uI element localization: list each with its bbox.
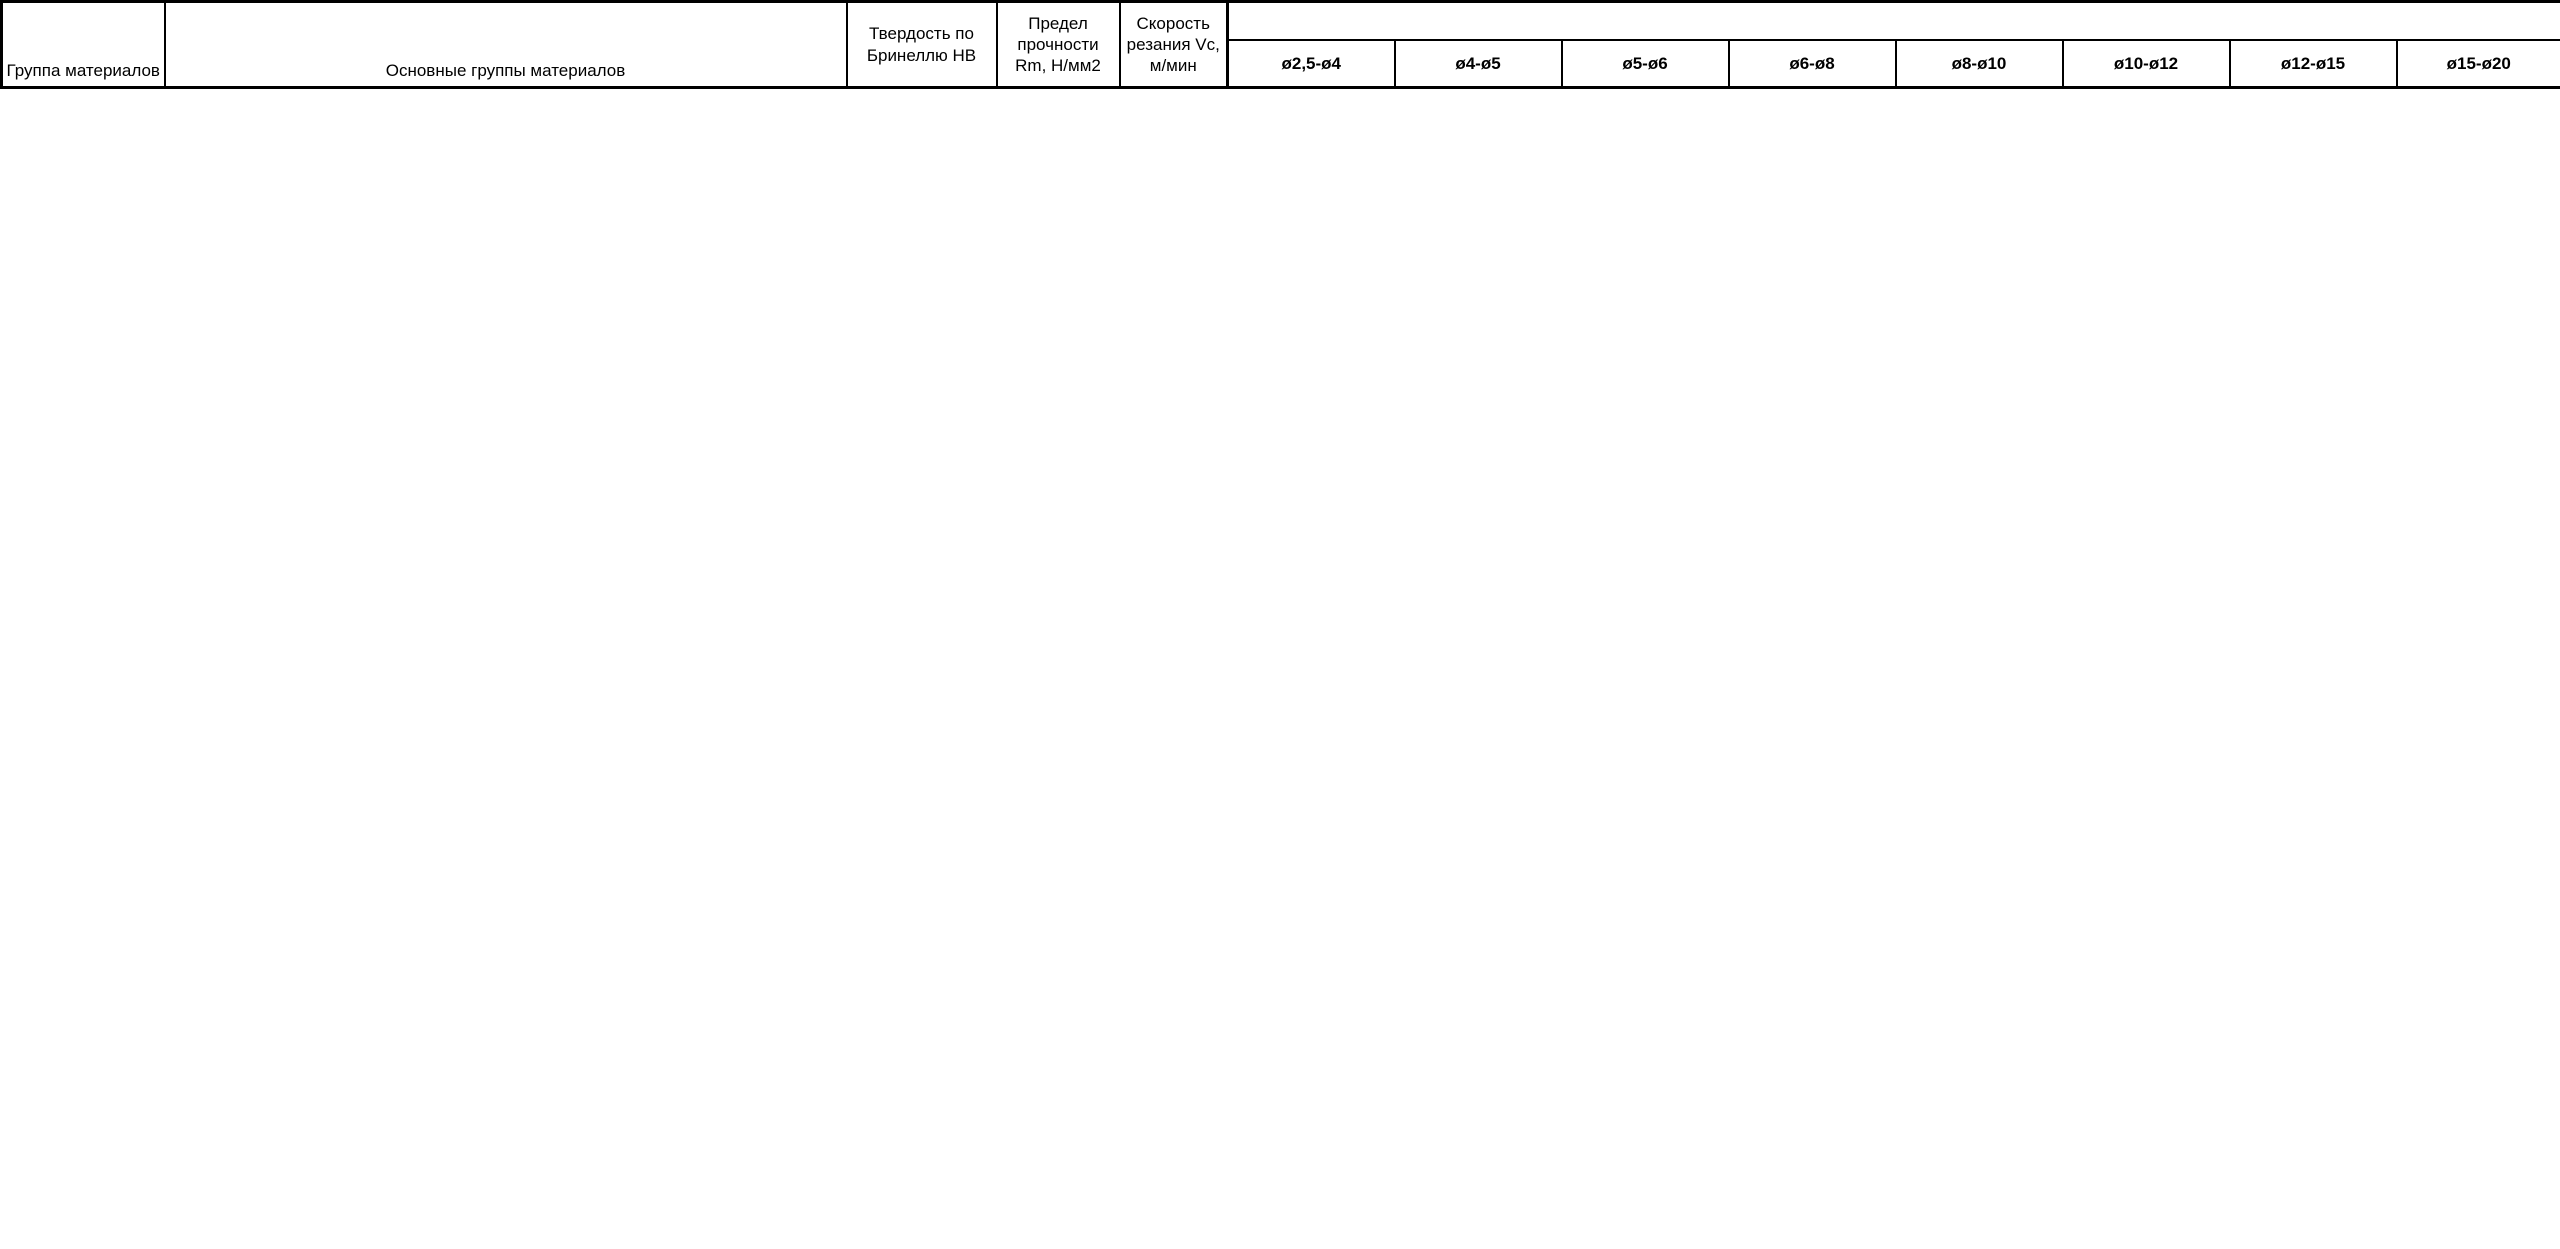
header-col-rm: Предел прочности Rm, Н/мм2 <box>997 2 1120 88</box>
header-diameter-band <box>1228 2 2560 40</box>
header-diameter-col-4: ø8-ø10 <box>1896 40 2063 88</box>
header-col-main: Основные группы материалов <box>165 2 847 88</box>
header-diameter-col-0: ø2,5-ø4 <box>1228 40 1395 88</box>
header-diameter-col-1: ø4-ø5 <box>1395 40 1562 88</box>
header-diameter-col-5: ø10-ø12 <box>2063 40 2230 88</box>
cutting-data-table <box>0 0 2560 89</box>
header-diameter-col-6: ø12-ø15 <box>2230 40 2397 88</box>
header-col-group: Группа материалов <box>2 2 165 88</box>
header-diameter-col-7: ø15-ø20 <box>2397 40 2560 88</box>
header-col-vc: Скорость резания Vc, м/мин <box>1120 2 1228 88</box>
header-diameter-col-3: ø6-ø8 <box>1729 40 1896 88</box>
header-diameter-col-2: ø5-ø6 <box>1562 40 1729 88</box>
header-col-hb: Твердость по Бринеллю HB <box>847 2 997 88</box>
